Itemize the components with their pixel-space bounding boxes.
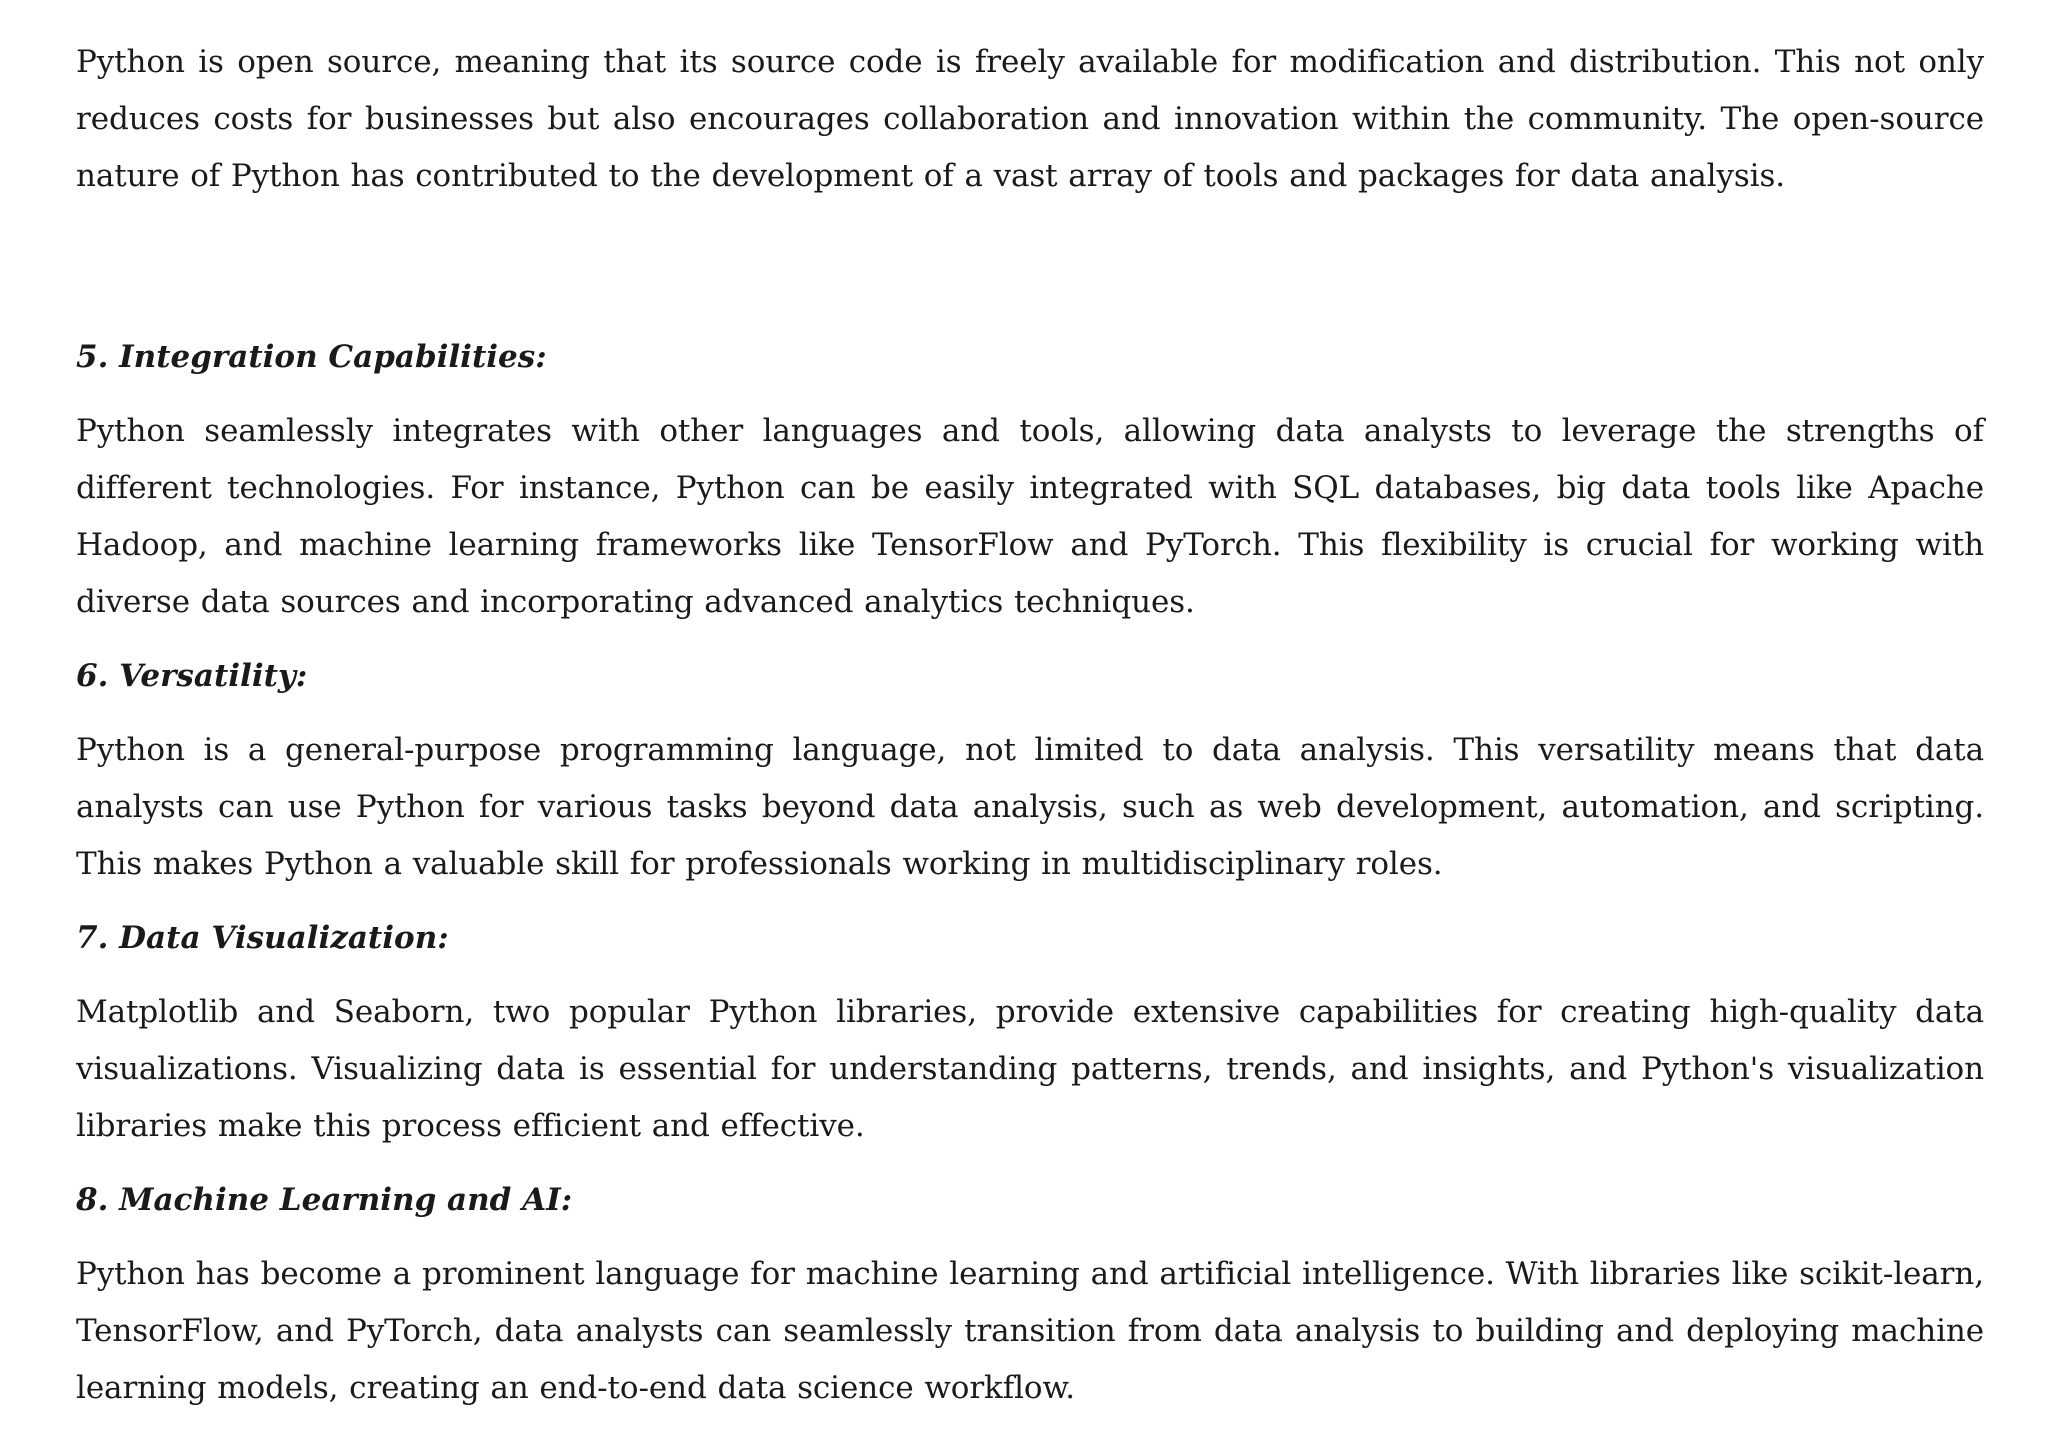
section-heading: 7. Data Visualization: xyxy=(76,920,449,956)
section-body: Matplotlib and Seaborn, two popular Python libraries, provide extensive capabilities for creating high-quality data visualizations. Visualizing data is essential for understanding patterns, trends, and insights, and Python's visualization libraries make this process efficient and effective. xyxy=(76,994,1984,1144)
section-body: Python is a general-purpose programming language, not limited to data analysis. This versatility means that data analysts can use Python for various tasks beyond data analysis, such as web development, automation, and scripting. This makes Python a valuable skill for professionals working in multidisciplinary roles. xyxy=(76,732,1984,882)
section-heading: 6. Versatility: xyxy=(76,658,308,694)
section-data-visualization xyxy=(76,910,1984,1155)
section-body: Python has become a prominent language for machine learning and artificial intelligence. With libraries like scikit-learn, TensorFlow, and PyTorch, data analysts can seamlessly transition from data analysis to building and deploying machine learning models, creating an end-to-end data science workflow. xyxy=(76,1256,1984,1406)
section-machine-learning xyxy=(76,1172,1984,1417)
document-page xyxy=(76,34,1984,1434)
section-versatility xyxy=(76,648,1984,893)
section-heading: 8. Machine Learning and AI: xyxy=(76,1182,573,1218)
section-body: Python seamlessly integrates with other languages and tools, allowing data analysts to leverage the strengths of different technologies. For instance, Python can be easily integrated with SQL databases, big data tools like Apache Hadoop, and machine learning frameworks like TensorFlow and PyTorch. This flexibility is crucial for working with diverse data sources and incorporating advanced analytics techniques. xyxy=(76,413,1984,620)
intro-paragraph: Python is open source, meaning that its source code is freely available for modification and distribution. This not only reduces costs for businesses but also encourages collaboration and innovation within the community. The open-source nature of Python has contributed to the development of a vast array of tools and packages for data analysis. xyxy=(76,44,1984,194)
section-integration xyxy=(76,329,1984,631)
section-heading: 5. Integration Capabilities: xyxy=(76,339,547,375)
